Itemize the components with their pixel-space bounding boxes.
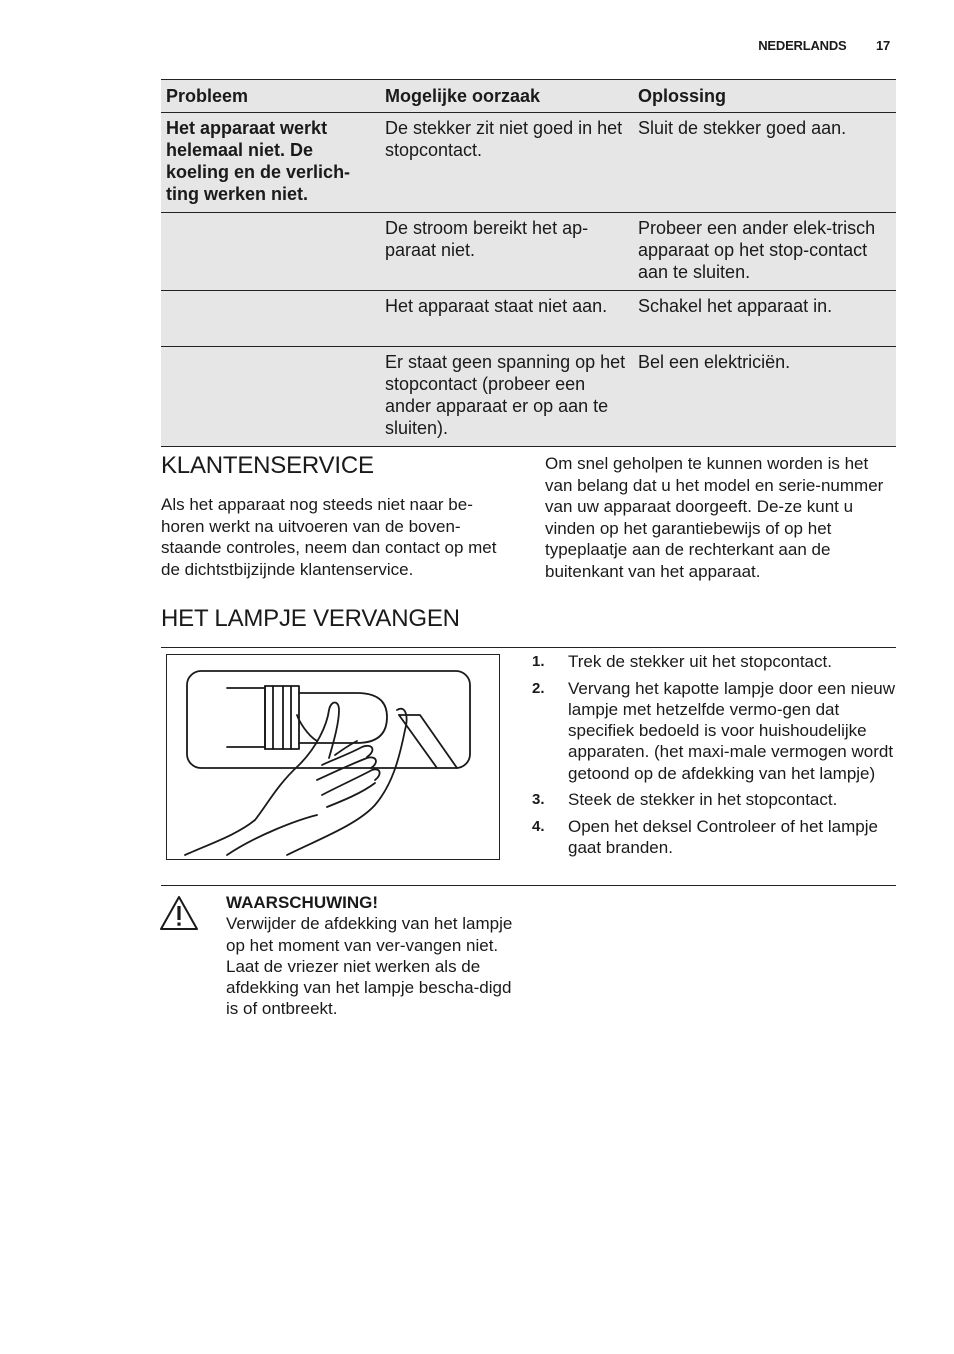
language-label: NEDERLANDS — [758, 38, 847, 53]
list-item — [532, 651, 896, 672]
page-number: 17 — [875, 38, 890, 53]
page-header — [758, 38, 890, 53]
cause-cell: De stekker zit niet goed in het stopcontact. — [380, 113, 633, 213]
cause-cell: De stroom bereikt het ap-paraat niet. — [380, 213, 633, 291]
column-header-solution: Oplossing — [633, 80, 896, 113]
step-text: Open het deksel Controleer of het lampje gaat branden. — [568, 816, 878, 858]
lamp-steps-list — [532, 651, 896, 864]
warning-box — [226, 892, 516, 1020]
table-row — [161, 347, 896, 447]
step-number: 1. — [532, 653, 545, 670]
list-item — [532, 816, 896, 858]
table-row — [161, 213, 896, 291]
section-divider-top — [161, 647, 896, 648]
column-header-problem: Probleem — [161, 80, 380, 113]
problem-cell — [161, 347, 380, 447]
step-text: Trek de stekker uit het stopcontact. — [568, 652, 832, 671]
list-item — [532, 678, 896, 784]
step-text: Steek de stekker in het stopcontact. — [568, 790, 838, 810]
warning-triangle-icon — [159, 895, 199, 931]
table-header-row — [161, 80, 896, 113]
warning-title: WAARSCHUWING! — [226, 893, 379, 912]
step-number: 3. — [532, 791, 545, 809]
table-row — [161, 113, 896, 213]
solution-cell: Sluit de stekker goed aan. — [633, 113, 896, 213]
column-header-cause: Mogelijke oorzaak — [380, 80, 633, 113]
troubleshooting-table — [161, 79, 896, 447]
step-number: 2. — [532, 679, 545, 697]
cause-cell: Er staat geen spanning op het stopcontact (probeer een ander apparaat er op aan te sluiten). — [380, 347, 633, 447]
warning-text-2: Laat de vriezer niet werken als de afdekking van het lampje bescha-digd is of ontbreekt. — [226, 956, 512, 1019]
serial-number-text: Om snel geholpen te kunnen worden is het van belang dat u het model en serie-nummer van uw apparaat doorgeeft. De-ze kunt u vinden op het garantiebewijs of op het typeplaatje aan de rechterkant aan de buitenkant van het apparaat. — [545, 454, 884, 581]
customer-service-text: Als het apparaat nog steeds niet naar be-horen werkt na uitvoeren van de boven-staande controles, neem dan contact op met de dichtstbijzijnde klantenservice. — [161, 495, 497, 579]
problem-cell — [161, 291, 380, 347]
section-title-lamp-replacement: HET LAMPJE VERVANGEN — [161, 605, 460, 632]
problem-cell — [161, 213, 380, 291]
solution-cell: Bel een elektriciën. — [633, 347, 896, 447]
warning-text-1: Verwijder de afdekking van het lampje op het moment van ver-vangen niet. — [226, 914, 513, 955]
solution-cell: Schakel het apparaat in. — [633, 291, 896, 347]
step-number: 4. — [532, 817, 545, 835]
problem-cell: Het apparaat werkt helemaal niet. De koeling en de verlich-ting werken niet. — [161, 113, 380, 213]
hand-replacing-bulb-icon — [167, 655, 499, 859]
table-row — [161, 291, 896, 347]
solution-cell: Probeer een ander elek-trisch apparaat op het stop-contact aan te sluiten. — [633, 213, 896, 291]
step-text: Vervang het kapotte lampje door een nieuw lampje met hetzelfde vermo-gen dat specifiek bedoeld is voor huishoudelijke apparaten. (het maxi-male vermogen wordt getoond op de afdekking van het lampje) — [568, 678, 896, 783]
section-title-customer-service: KLANTENSERVICE — [161, 452, 374, 479]
cause-cell: Het apparaat staat niet aan. — [380, 291, 633, 347]
list-item — [532, 789, 896, 810]
lamp-replacement-illustration — [166, 654, 500, 860]
section-divider-bottom — [161, 885, 896, 886]
